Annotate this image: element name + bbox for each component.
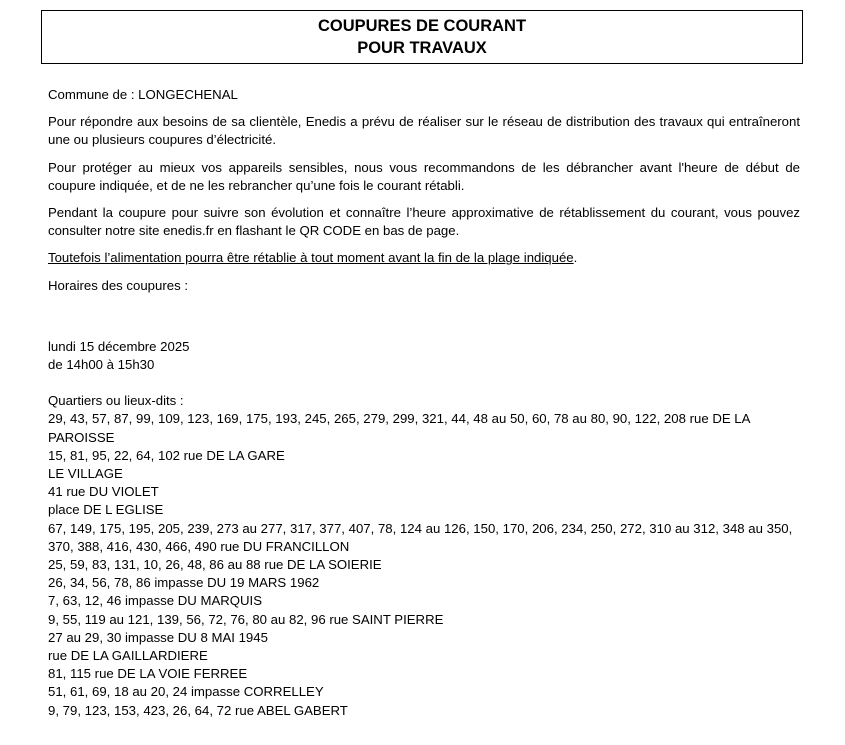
title-line-1: COUPURES DE COURANT [317,17,527,35]
area-item: place DE L EGLISE [48,502,164,518]
area-item: 9, 55, 119 au 121, 139, 56, 72, 76, 80 au 82, 96 rue SAINT PIERRE [48,611,444,627]
area-item: 27 au 29, 30 impasse DU 8 MAI 1945 [48,629,268,645]
title-line-2: POUR TRAVAUX [357,39,487,57]
area-item: rue DE LA GAILLARDIERE [48,648,208,664]
outage-date: lundi 15 décembre 2025 [48,338,190,354]
notice-period: . [573,250,578,266]
area-item: 9, 79, 123, 153, 423, 26, 64, 72 rue ABEL GABERT [48,702,348,718]
notice-line [48,249,800,267]
area-item: 51, 61, 69, 18 au 20, 24 impasse CORRELLEY [48,684,324,700]
title-box [41,10,803,64]
notice-text: Toutefois l’alimentation pourra être rétablie à tout moment avant la fin de la plage indiquée [48,250,574,266]
area-item: 67, 149, 175, 195, 205, 239, 273 au 277, 317, 377, 407, 78, 124 au 126, 150, 170, 206, 234, 250, 272, 310 au 312, 348 au 350, 370, 388, 416, 430, 466, 490 rue DU FRANCILLON [48,520,793,554]
area-item: 26, 34, 56, 78, 86 impasse DU 19 MARS 1962 [48,575,320,591]
area-item: 41 rue DU VIOLET [48,484,159,500]
areas-list [48,410,800,719]
outage-time: de 14h00 à 15h30 [48,357,155,373]
intro-paragraph-3: Pendant la coupure pour suivre son évolution et connaître l’heure approximative de rétablissement du courant, vous pouvez consulter notre site enedis.fr en flashant le QR CODE en bas de page. [48,205,800,239]
area-item: 29, 43, 57, 87, 99, 109, 123, 169, 175, 193, 245, 265, 279, 299, 321, 44, 48 au 50, 60, 78 au 80, 90, 122, 208 rue DE LA PAROISSE [48,411,750,445]
areas-label: Quartiers ou lieux-dits : [48,393,184,409]
area-item: 15, 81, 95, 22, 64, 102 rue DE LA GARE [48,447,285,463]
area-item: LE VILLAGE [48,466,123,482]
area-item: 7, 63, 12, 46 impasse DU MARQUIS [48,593,263,609]
spacer [48,374,800,392]
intro-paragraph-2: Pour protéger au mieux vos appareils sensibles, nous vous recommandons de les débrancher avant l'heure de début de coupure indiquée, et de ne les rebrancher qu’une fois le courant rétabli. [48,159,800,193]
area-item: 81, 115 rue DE LA VOIE FERREE [48,666,248,682]
schedule-label: Horaires des coupures : [48,277,189,293]
document-body [48,86,800,720]
spacer [48,304,800,338]
area-item: 25, 59, 83, 131, 10, 26, 48, 86 au 88 rue DE LA SOIERIE [48,557,382,573]
commune-line: Commune de : LONGECHENAL [48,87,238,102]
intro-paragraph-1: Pour répondre aux besoins de sa clientèle, Enedis a prévu de réaliser sur le réseau de distribution des travaux qui entraîneront une ou plusieurs coupures d’électricité. [48,114,800,148]
